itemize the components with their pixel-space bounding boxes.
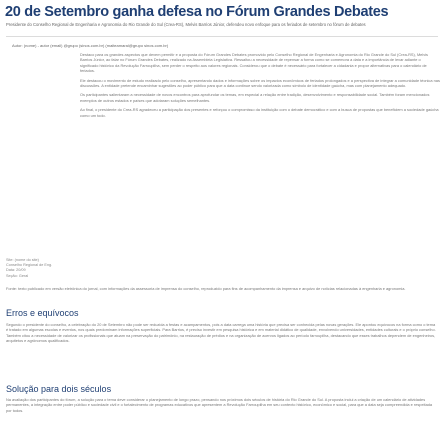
section-heading: Erros e equívocos xyxy=(6,308,79,318)
article-body-letter xyxy=(80,52,440,122)
section-paragraph: Na avaliação dos participantes do fórum, a solução para o tema deve considerar o planejamento de longo prazo, pensando nos próximos dois séculos de história do Rio Grande do Sul. A proposta inclui a criação de um calendário de atividades permanentes, a integração entre poder público e sociedade civil e o fortalecimento de programas educativos que apresentem a Revolução Farroupilha em seu contexto histórico, econômico e social, para que a data seja compreendida e respeitada por todos. xyxy=(6,397,433,413)
meta-line: Data: 20/09 xyxy=(6,268,26,273)
section-paragraph: Segundo o presidente do conselho, a celebração do 20 de Setembro não pode ser reduzida a festas e acampamentos, pois a data carrega uma história que precisa ser conhecida pelas novas gerações. Ele apontou equívocos na forma como o tema é tratado em algumas escolas e eventos, nos quais predominam informações superficiais. Para Barrios, é preciso investir em pesquisa histórica e em material didático de qualidade, envolvendo universidades, entidades culturais e o próprio conselho. Também citou a necessidade de valorizar os profissionais que atuam na preservação do patrimônio, na restauração de prédios e na organização de acervos ligados ao período farroupilha, destacando que esses trabalhos dependem de engenheiros, arquitetos e agrônomos qualificados. xyxy=(6,322,436,344)
meta-line: Site: (nome do site) xyxy=(6,258,39,262)
divider xyxy=(6,36,438,37)
meta-line: Seção: Geral xyxy=(6,273,29,278)
article-subtitle: Presidente do Conselho Regional de Engenharia e Agronomia do Rio Grande do Sul (Crea-RS), Melvis Barrios Júnior, defendeu novo enfoque para os feriados de setembro no fórum de debates xyxy=(6,22,366,27)
article-title: 20 de Setembro ganha defesa no Fórum Grandes Debates xyxy=(5,4,389,20)
letter-paragraph: Os participantes salientaram a necessidade de novos encontros para aprofundar os temas, em especial a relação entre tradição, desenvolvimento e responsabilidade social. Também foram mencionados exemplos de outros estados e países que adotaram soluções semelhantes. xyxy=(80,92,430,103)
letter-paragraph: Ele destacou o movimento de estudo realizado pelo conselho, apresentando dados e informações sobre os impactos econômicos de feriados prolongados e a perspectiva de integrar a comunidade técnica nas discussões. A entidade pretende encaminhar sugestões ao poder público para que a data continue sendo valorizada como símbolo de identidade gaúcha, mas com planejamento adequado. xyxy=(80,77,440,89)
article-tail-paragraph: Fonte: texto publicado em versão eletrônica do jornal, com informações da assessoria de imprensa do conselho, reproduzido para fins de acompanhamento da imprensa e arquivo de notícias relacionadas à engenharia e agronomia. xyxy=(6,286,406,291)
letter-paragraph: Destaco para os grandes aspectos que devem permitir e a proposta do Fórum Grandes Debates promovido pelo Conselho Regional de Engenharia e Agronomia do Rio Grande do Sul (Crea-RS), Melvis Barrios Júnior, ao falar no Fórum Grandes Debates, realizado na Assembleia Legislativa. Ressaltou a necessidade de repensar a forma como se comemora a data e a importância de levar adiante o significado histórico da Revolução Farroupilha, sem perder o respeito aos valores regionais. Considerou que o debate é necessário para fortalecer a cidadania e propor alternativas para o calendário de feriados. xyxy=(80,52,428,74)
article-meta xyxy=(6,258,118,279)
section-heading: Solução para dois séculos xyxy=(6,384,112,394)
letter-paragraph: Ao final, o presidente do Crea-RS agradeceu a participação dos presentes e reforçou o compromisso da instituição com o debate democrático e com a busca de propostas que beneficiem a sociedade gaúcha como um todo. xyxy=(80,107,439,118)
article-byline: Autor: (nome) - autor (email) @grupo (sinos.com.br) (maiteamaral@grupo sinos.com.br) xyxy=(12,43,169,48)
meta-line: Conselho Regional de Eng. xyxy=(6,263,53,268)
